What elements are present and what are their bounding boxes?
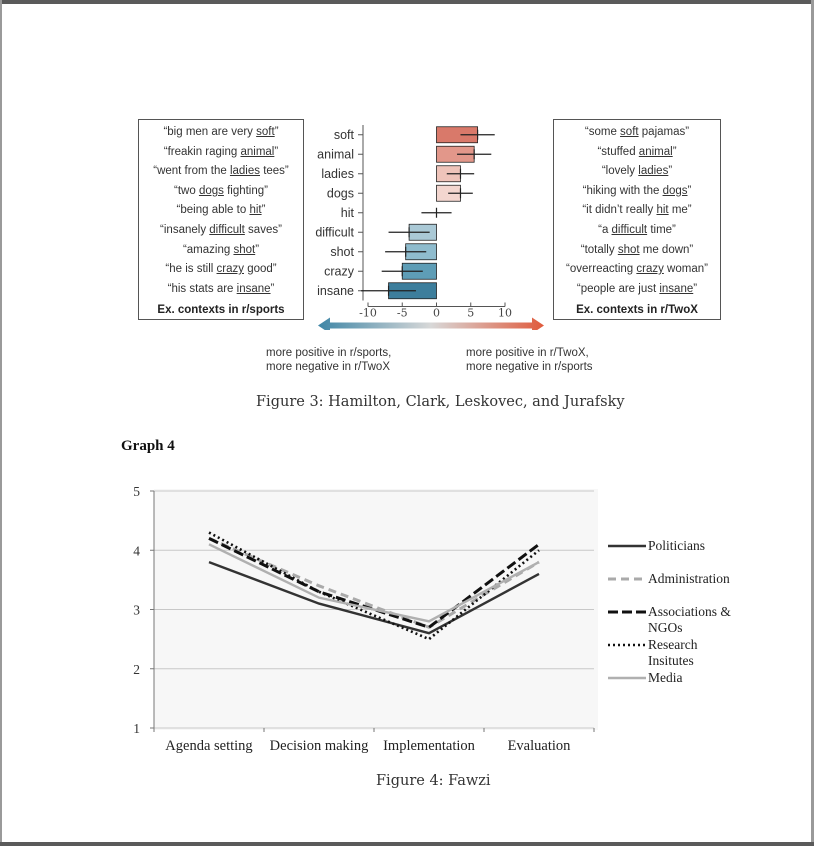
sports-example-text: ” (274, 145, 279, 158)
sports-example-keyword: hit (249, 204, 262, 217)
twox-example (554, 280, 720, 300)
sports-example-keyword: difficult (209, 223, 245, 236)
sports-example-text: “two (174, 184, 199, 197)
twox-example-text: “it didn’t really (582, 204, 657, 217)
legend-item (606, 571, 731, 587)
sports-example (139, 143, 303, 163)
x-tick-label: -10 (359, 306, 377, 320)
sports-example (139, 162, 303, 182)
sports-example-text: “freakin raging (163, 145, 241, 158)
legend-label: Associations & (648, 604, 731, 619)
twox-example-text: time” (647, 223, 676, 236)
sports-example (139, 241, 303, 261)
sports-example-keyword: animal (240, 145, 275, 158)
x-category-label: Evaluation (507, 738, 571, 754)
viewer-bottom-bar (0, 842, 814, 846)
category-label: animal (317, 147, 354, 162)
x-category-label: Implementation (383, 738, 475, 754)
category-label: hit (340, 205, 354, 220)
twox-example-text: me down” (639, 243, 694, 256)
sports-example (139, 260, 303, 280)
figure3-bar-chart (300, 115, 550, 330)
twox-example-text: “a (598, 223, 612, 236)
twox-context-footer: Ex. contexts in r/TwoX (576, 304, 698, 317)
legend-item (606, 670, 731, 686)
y-tick-label: 5 (133, 484, 140, 499)
twox-example-text: “overreacting (566, 263, 637, 276)
left-arrow-caption (266, 346, 391, 374)
twox-example-text: woman” (663, 263, 708, 276)
right-arrow-caption-line1: more positive in r/TwoX, (466, 347, 589, 359)
twox-example-text: “totally (580, 243, 618, 256)
twox-example-keyword: animal (638, 145, 673, 158)
legend-swatch (606, 573, 648, 585)
sports-example-text: ” (274, 126, 279, 138)
figure3-caption: Figure 3: Hamilton, Clark, Leskovec, and Jurafsky (256, 394, 625, 410)
twox-example (554, 241, 720, 261)
sports-example-text: “insanely (160, 223, 210, 236)
sports-example-text: fighting” (223, 184, 268, 197)
sports-example (139, 201, 303, 221)
left-arrow-caption-line2: more negative in r/TwoX (266, 361, 391, 373)
y-tick-label: 3 (133, 602, 140, 618)
sports-context-footer: Ex. contexts in r/sports (157, 304, 285, 317)
twox-example-keyword: difficult (611, 223, 648, 236)
x-tick-label: 10 (498, 306, 512, 320)
sports-example-text: ” (261, 204, 266, 217)
sports-example-text: ” (270, 282, 275, 295)
x-tick-label: -5 (396, 306, 408, 320)
twox-example-keyword: hit (656, 204, 669, 217)
sports-example (139, 123, 303, 143)
legend-item (606, 604, 731, 636)
sports-example (139, 182, 303, 202)
x-category-label: Agenda setting (165, 738, 253, 754)
twox-example (554, 201, 720, 221)
left-arrow-caption-line1: more positive in r/sports, (266, 347, 392, 359)
legend-swatch (606, 639, 648, 651)
category-label: ladies (321, 166, 354, 181)
legend-label: Media (648, 670, 683, 685)
x-category-label: Decision making (269, 738, 369, 754)
twox-example (554, 260, 720, 280)
sports-example-text: “being able to (176, 204, 250, 217)
viewer-left-border (0, 0, 2, 846)
viewer-top-bar (0, 0, 814, 4)
legend-label: Administration (648, 571, 730, 586)
twox-example-text: ” (672, 145, 677, 158)
twox-example (554, 221, 720, 241)
legend-label: Research (648, 637, 698, 652)
sports-example-text: “he is still (165, 263, 217, 276)
right-arrow-caption-line2: more negative in r/sports (466, 361, 593, 373)
sports-example-text: saves” (244, 223, 282, 236)
graph4-heading: Graph 4 (121, 438, 175, 454)
legend-label: Insitutes (648, 653, 694, 668)
twox-example-keyword: ladies (638, 165, 669, 178)
twox-example-text: “stuffed (597, 145, 639, 158)
twox-example (554, 162, 720, 182)
category-label: insane (317, 283, 354, 298)
sports-example-keyword: shot (233, 243, 256, 256)
figure4-caption: Figure 4: Fawzi (376, 773, 491, 789)
twox-example-text: “lovely (601, 165, 639, 178)
legend-swatch (606, 540, 648, 552)
category-label: difficult (315, 225, 354, 240)
twox-example-text: ” (668, 165, 673, 178)
y-tick-label: 2 (133, 661, 140, 677)
figure4-line-chart (110, 478, 600, 768)
twox-example (554, 182, 720, 202)
twox-example-text: ” (687, 184, 692, 197)
sports-example (139, 221, 303, 241)
y-tick-label: 4 (133, 543, 140, 559)
sports-example (139, 280, 303, 300)
sports-example-text: good” (244, 263, 277, 276)
sports-example-keyword: insane (236, 282, 271, 295)
legend-swatch (606, 606, 648, 618)
sports-example-text: ” (255, 243, 260, 256)
sports-example-text: “big men are very (163, 126, 257, 138)
twox-example-keyword: soft (620, 126, 639, 138)
twox-example (554, 123, 720, 143)
x-tick-label: 0 (433, 306, 440, 320)
legend-label: Politicians (648, 538, 705, 553)
twox-example-text: “hiking with the (582, 184, 663, 197)
twox-example-text: “some (584, 126, 621, 138)
legend-item (606, 637, 731, 669)
sports-example-text: “went from the (153, 165, 230, 178)
sports-example-keyword: soft (256, 126, 275, 138)
twox-context-list (554, 123, 720, 299)
sports-example-text: “his stats are (167, 282, 237, 295)
twox-example-keyword: dogs (662, 184, 688, 197)
sports-example-text: tees” (260, 165, 289, 178)
legend-item (606, 538, 731, 554)
sports-context-box (138, 119, 304, 320)
sports-example-keyword: crazy (216, 263, 244, 276)
figure4-legend (606, 538, 731, 703)
twox-example-text: me” (668, 204, 692, 217)
twox-example (554, 143, 720, 163)
twox-example-keyword: insane (659, 282, 694, 295)
y-tick-label: 1 (133, 721, 140, 736)
sports-example-text: “amazing (182, 243, 234, 256)
sports-context-list (139, 123, 303, 299)
category-label: soft (333, 127, 354, 142)
twox-context-box (553, 119, 721, 320)
category-label: shot (330, 244, 354, 259)
twox-example-keyword: crazy (636, 263, 664, 276)
legend-label: NGOs (648, 620, 683, 635)
sports-example-keyword: dogs (198, 184, 224, 197)
twox-example-keyword: shot (617, 243, 640, 256)
x-tick-label: 5 (467, 306, 475, 320)
category-label: dogs (326, 186, 354, 201)
legend-swatch (606, 672, 648, 684)
category-label: crazy (324, 264, 354, 279)
twox-example-text: pajamas” (638, 126, 690, 138)
twox-example-text: ” (693, 282, 698, 295)
sports-example-keyword: ladies (229, 165, 260, 178)
right-arrow-caption (466, 346, 593, 374)
twox-example-text: “people are just (576, 282, 660, 295)
